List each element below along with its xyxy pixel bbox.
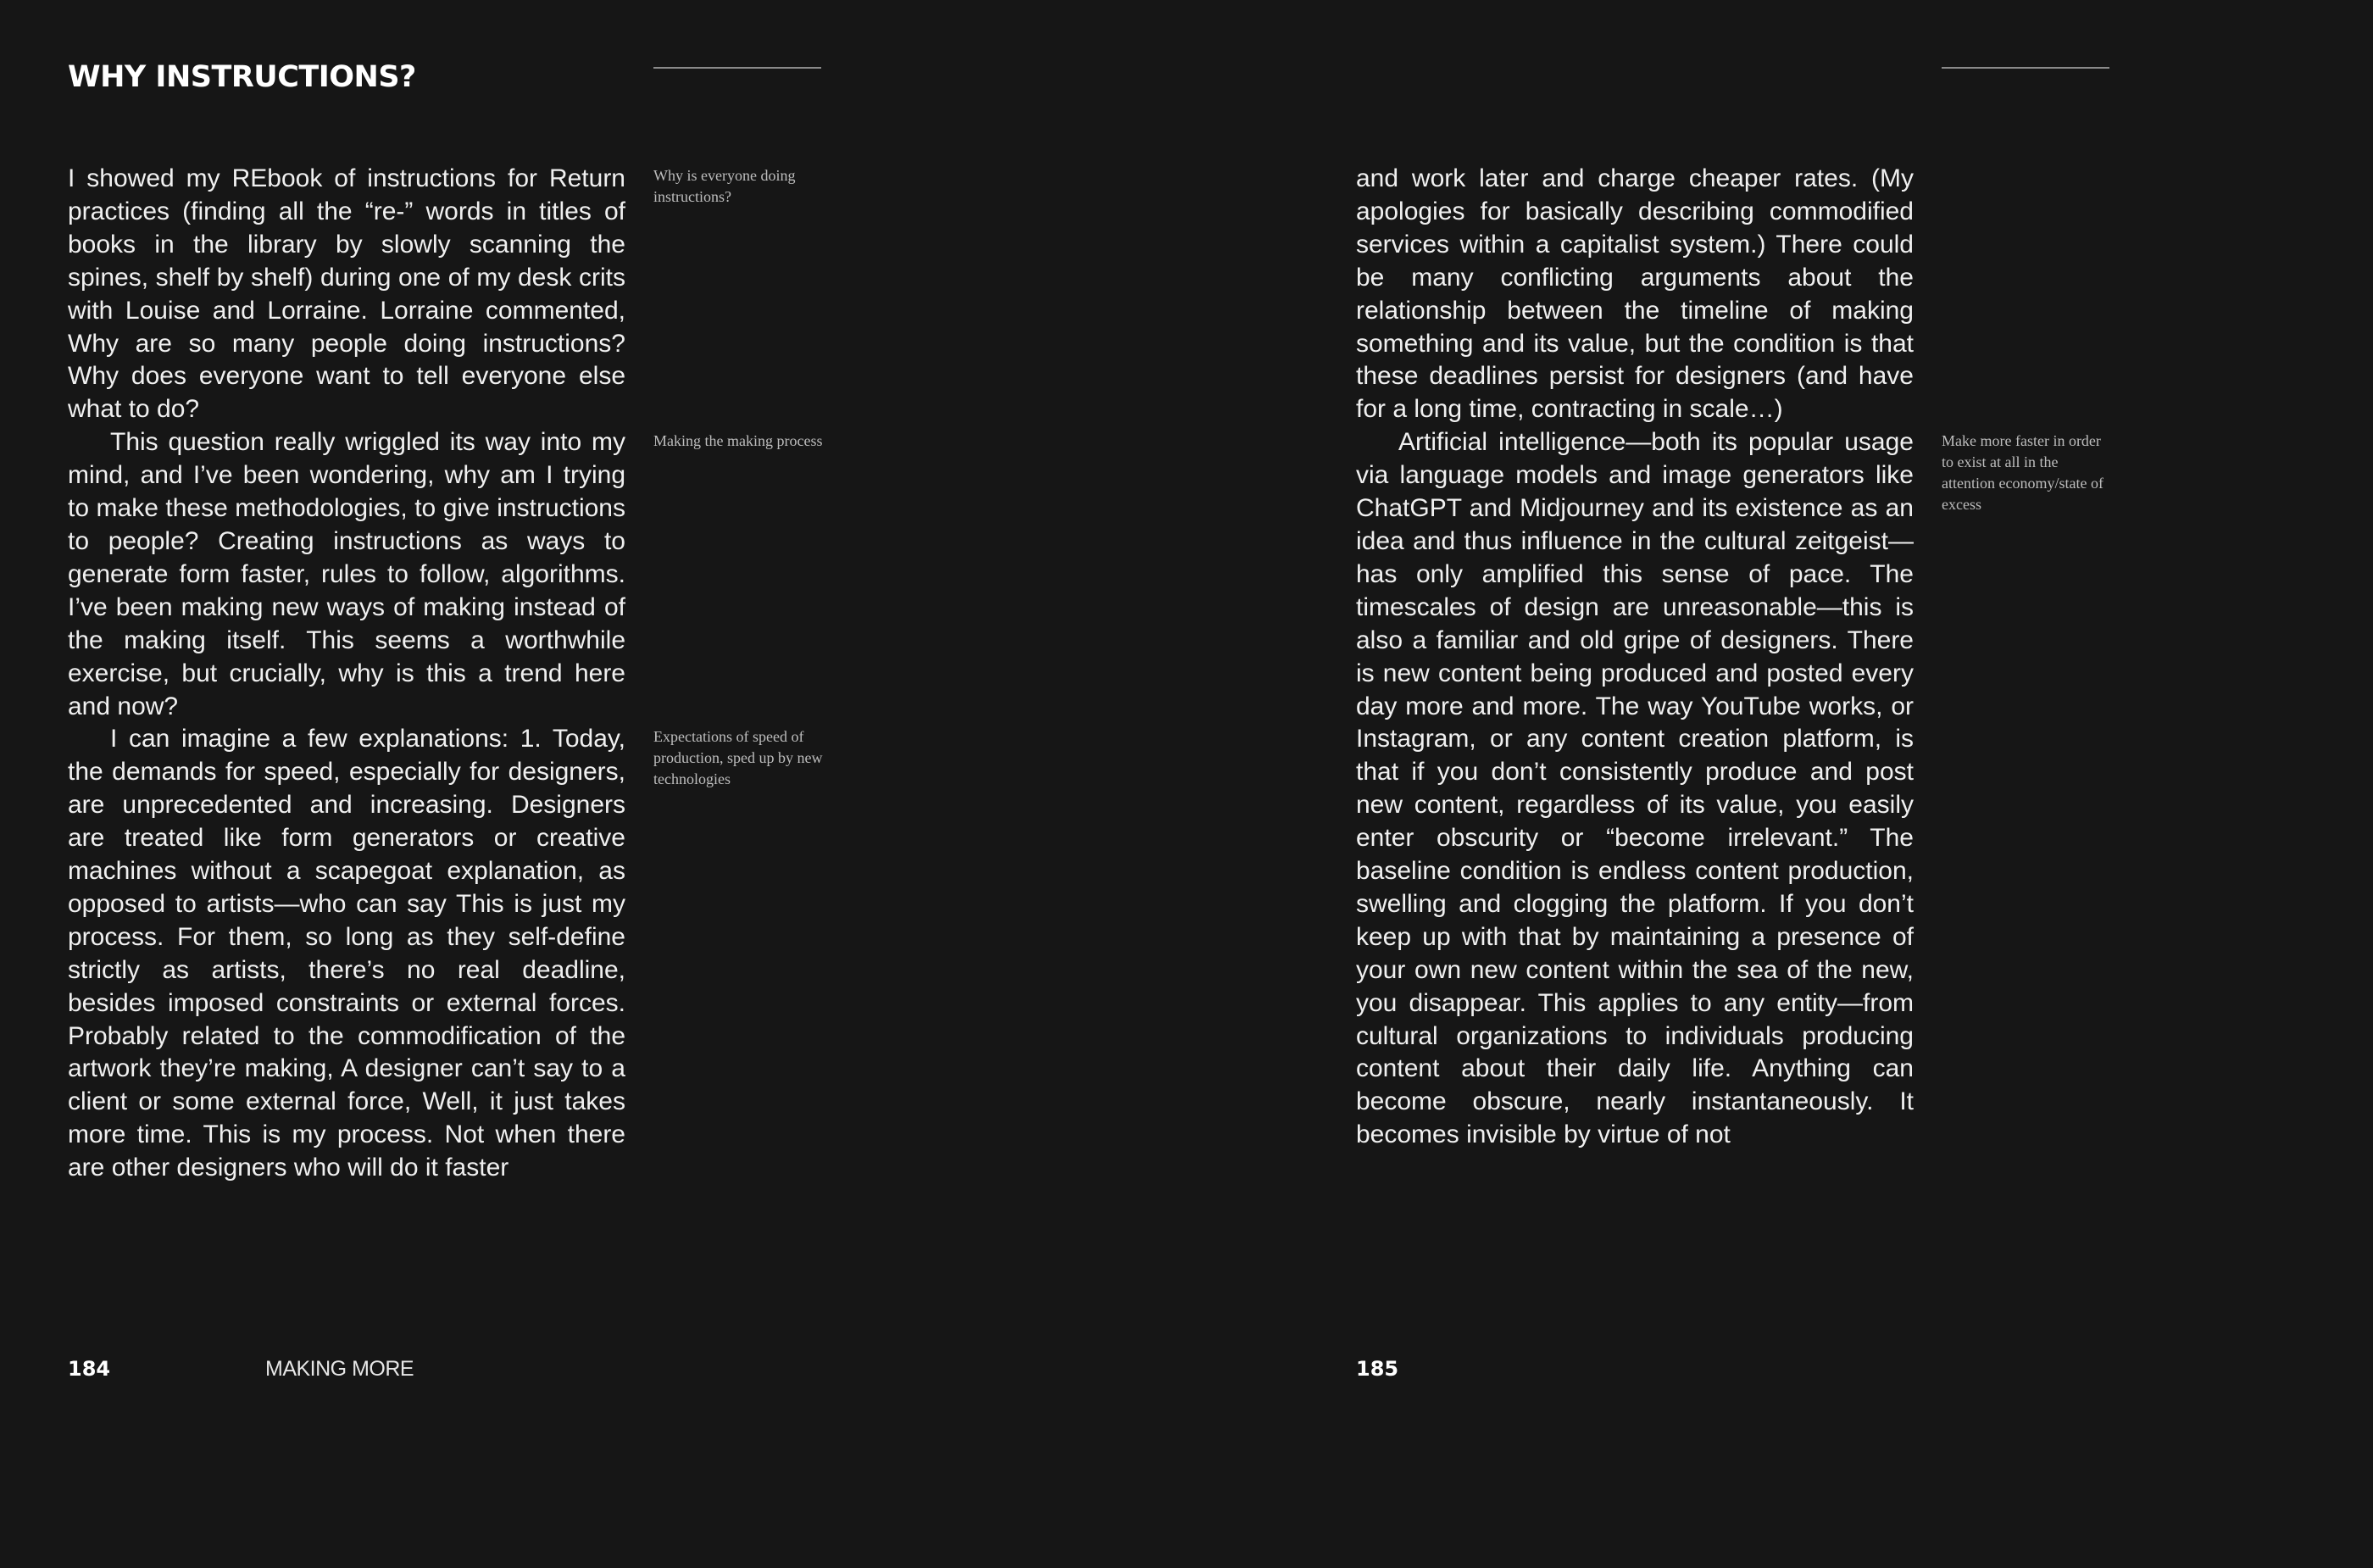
right-body-text: [1356, 163, 1914, 1152]
margin-rule: [1942, 67, 2109, 69]
sidenote: Why is everyone doing instructions?: [653, 167, 796, 205]
chapter-heading: WHY INSTRUCTIONS?: [68, 60, 416, 94]
left-body-text: [68, 163, 625, 1185]
sidenote: Expectations of speed of production, sped up by new technologies: [653, 728, 823, 787]
page-number: 185: [1356, 1357, 1399, 1381]
paragraph: I showed my REbook of instructions for Return practices (finding all the “re-” words in titles of books in the library by slowly scanning the spines, shelf by shelf) during one of my desk crits with Louise and Lorraine. Lorraine commented, Why are so many people doing instructions? Why does everyone want to tell everyone else what to do?: [68, 164, 625, 424]
paragraph: Artificial intelligence—both its popular usage via language models and image generators like ChatGPT and Midjourney and its existence as an idea and thus influence in the cultural zeitgeist—has only amplified this sense of pace. The timescales of design are unreasonable—this is also a familiar and old gripe of designers. There is new content being produced and posted every day more and more. The way YouTube works, or Instagram, or any content creation platform, is that if you don’t consistently produce and post new content, regardless of its value, you easily enter obscurity or “become irrelevant.” The baseline condition is endless content production, swelling and clogging the platform. If you don’t keep up with that by maintaining a presence of your own new content within the sea of the new, you disappear. This applies to any entity—from cultural organizations to individuals producing content about their daily life. Anything can become obscure, nearly instantaneously. It becomes invisible by virtue of not: [1356, 428, 1914, 1149]
running-head: MAKING MORE: [265, 1357, 414, 1381]
margin-rule: [653, 67, 821, 69]
paragraph: This question really wriggled its way into my mind, and I’ve been wondering, why am I trying to make these methodologies, to give instructions to people? Creating instructions as ways to generate form faster, rules to follow, algorithms. I’ve been making new ways of making instead of the making itself. This seems a worthwhile exercise, but crucially, why is this a trend here and now?: [68, 428, 625, 720]
page-number: 184: [68, 1357, 111, 1381]
sidenote: Make more faster in order to exist at all in the attention economy/state of excess: [1942, 432, 2103, 513]
sidenote: Making the making process: [653, 432, 823, 449]
paragraph: I can imagine a few explanations: 1. Today, the demands for speed, especially for designers, are unprecedented and increasing. Designers are treated like form generators or creative machines without a scapegoat explanation, as opposed to artists—who can say This is just my process. For them, so long as they self-define strictly as artists, there’s no real deadline, besides imposed constraints or external forces. Probably related to the commodification of the artwork they’re making, A designer can’t say to a client or some external force, Well, it just takes more time. This is my process. Not when there are other designers who will do it faster: [68, 725, 625, 1182]
paragraph: and work later and charge cheaper rates. (My apologies for basically describing commodified services within a capitalist system.) There could be many conflicting arguments about the relationship between the timeline of making something and its value, but the condition is that these deadlines persist for designers (and have for a long time, contracting in scale…): [1356, 164, 1914, 424]
left-page: [0, 0, 1186, 1568]
right-page: [1186, 0, 2373, 1568]
